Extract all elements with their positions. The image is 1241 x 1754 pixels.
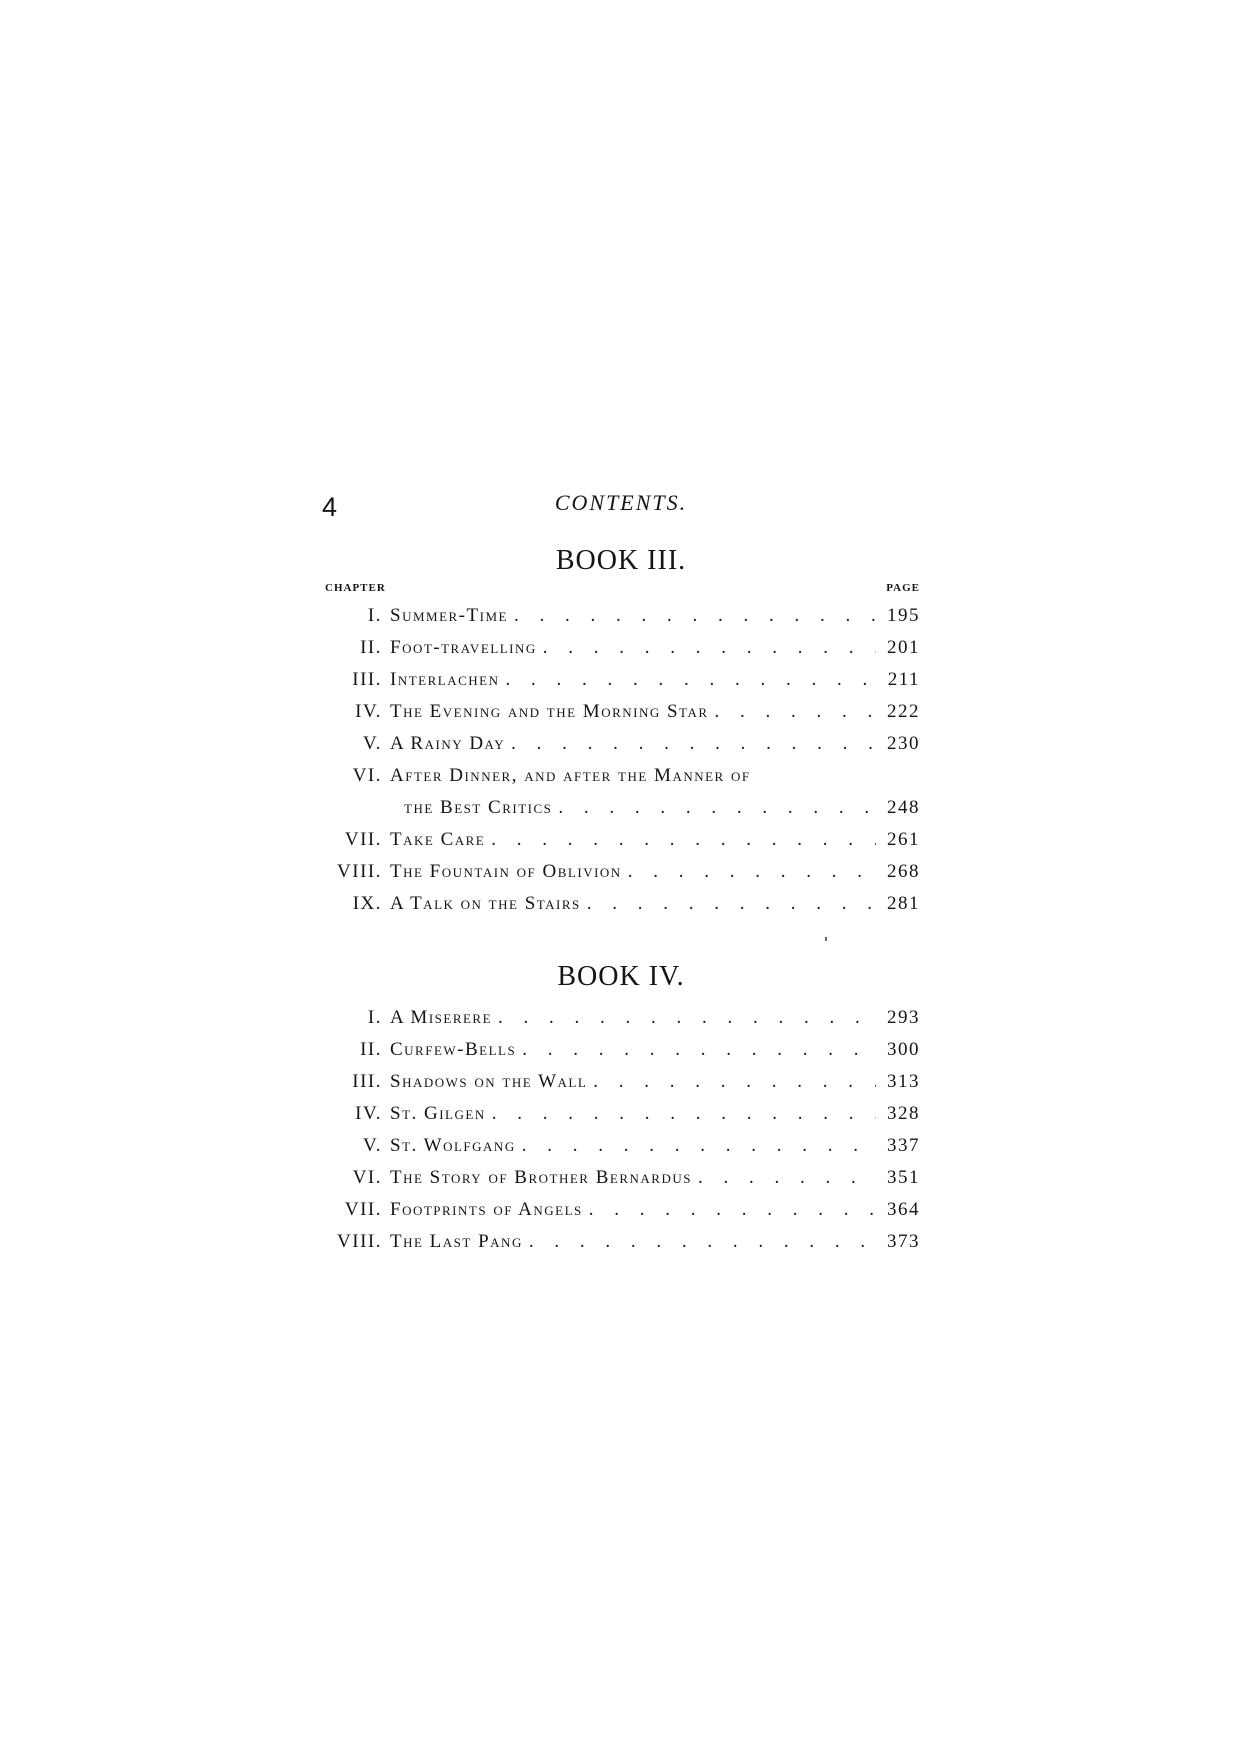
chapter-numeral: VII. bbox=[344, 1199, 382, 1220]
dot-leader bbox=[543, 632, 876, 664]
chapter-numeral: V. bbox=[362, 1135, 382, 1156]
chapter-numeral: VI. bbox=[352, 765, 382, 786]
chapter-title: Curfew-Bells bbox=[390, 1039, 517, 1060]
dot-leader bbox=[587, 888, 876, 920]
toc-entry bbox=[322, 824, 920, 856]
toc-entry bbox=[322, 760, 920, 792]
chapter-title: St. Wolfgang bbox=[390, 1135, 516, 1156]
chapter-title: The Story of Brother Bernardus bbox=[390, 1167, 692, 1188]
column-headers bbox=[322, 580, 920, 600]
chapter-page: 261 bbox=[887, 829, 920, 850]
chapter-column-label: CHAPTER bbox=[325, 582, 386, 594]
toc-entry bbox=[322, 1098, 920, 1130]
chapter-numeral: IV. bbox=[355, 701, 382, 722]
dot-leader bbox=[593, 1066, 876, 1098]
running-title: CONTENTS. bbox=[554, 490, 688, 515]
chapter-numeral: I. bbox=[367, 605, 382, 626]
chapter-title: The Last Pang bbox=[390, 1231, 523, 1252]
chapter-title: Interlachen bbox=[390, 669, 500, 690]
chapter-page: 222 bbox=[887, 701, 920, 722]
chapter-numeral: VI. bbox=[352, 1167, 382, 1188]
book3-chapter-list bbox=[322, 600, 920, 920]
toc-entry bbox=[322, 856, 920, 888]
chapter-numeral: VIII. bbox=[337, 1231, 382, 1252]
chapter-title: The Evening and the Morning Star bbox=[390, 701, 709, 722]
chapter-numeral: III. bbox=[352, 1071, 382, 1092]
dot-leader bbox=[529, 1226, 876, 1258]
toc-entry bbox=[322, 632, 920, 664]
dot-leader bbox=[628, 856, 876, 888]
chapter-title: After Dinner, and after the Manner of bbox=[390, 765, 751, 786]
chapter-page: 281 bbox=[887, 893, 920, 914]
toc-entry bbox=[322, 1066, 920, 1098]
dot-leader bbox=[522, 1130, 876, 1162]
chapter-page: 293 bbox=[887, 1007, 920, 1028]
chapter-page: 201 bbox=[887, 637, 920, 658]
dot-leader bbox=[511, 728, 876, 760]
book-heading: BOOK IV. bbox=[557, 961, 685, 992]
dot-leader bbox=[491, 824, 876, 856]
toc-entry-continuation bbox=[322, 792, 920, 824]
toc-entry bbox=[322, 1034, 920, 1066]
dot-leader bbox=[506, 664, 877, 696]
book-heading: BOOK III. bbox=[555, 545, 687, 576]
chapter-numeral: II. bbox=[360, 637, 382, 658]
toc-entry bbox=[322, 1194, 920, 1226]
chapter-title: Footprints of Angels bbox=[390, 1199, 583, 1220]
chapter-numeral: VII. bbox=[344, 829, 382, 850]
dot-leader bbox=[492, 1098, 876, 1130]
page-number: 4 bbox=[322, 492, 338, 522]
chapter-page: 268 bbox=[887, 861, 920, 882]
chapter-page: 195 bbox=[887, 605, 920, 626]
toc-entry bbox=[322, 728, 920, 760]
contents-page bbox=[322, 490, 920, 1258]
chapter-page: 328 bbox=[887, 1103, 920, 1124]
chapter-page: 364 bbox=[887, 1199, 920, 1220]
page-column-label: PAGE bbox=[886, 582, 920, 594]
toc-entry bbox=[322, 888, 920, 920]
toc-entry bbox=[322, 1002, 920, 1034]
running-head bbox=[322, 490, 920, 534]
toc-entry bbox=[322, 600, 920, 632]
toc-entry bbox=[322, 1226, 920, 1258]
chapter-title: Take Care bbox=[390, 829, 486, 850]
dot-leader bbox=[558, 792, 876, 824]
dot-leader bbox=[514, 600, 876, 632]
chapter-title-continuation: the Best Critics bbox=[404, 797, 553, 818]
chapter-title: A Talk on the Stairs bbox=[390, 893, 581, 914]
chapter-numeral: III. bbox=[352, 669, 382, 690]
chapter-page: 248 bbox=[887, 797, 920, 818]
chapter-page: 211 bbox=[887, 669, 920, 690]
dot-leader bbox=[698, 1162, 876, 1194]
toc-entry bbox=[322, 664, 920, 696]
chapter-page: 230 bbox=[887, 733, 920, 754]
chapter-title: St. Gilgen bbox=[390, 1103, 486, 1124]
book4-chapter-list bbox=[322, 1002, 920, 1258]
toc-entry bbox=[322, 696, 920, 728]
chapter-numeral: V. bbox=[362, 733, 382, 754]
toc-entry bbox=[322, 1162, 920, 1194]
chapter-page: 313 bbox=[887, 1071, 920, 1092]
dot-leader bbox=[589, 1194, 876, 1226]
print-speck bbox=[825, 937, 827, 941]
chapter-page: 373 bbox=[887, 1231, 920, 1252]
chapter-numeral: IV. bbox=[355, 1103, 382, 1124]
dot-leader bbox=[522, 1034, 876, 1066]
toc-entry bbox=[322, 1130, 920, 1162]
chapter-title: A Miserere bbox=[390, 1007, 493, 1028]
chapter-page: 337 bbox=[887, 1135, 920, 1156]
chapter-page: 351 bbox=[887, 1167, 920, 1188]
chapter-page: 300 bbox=[887, 1039, 920, 1060]
chapter-title: The Fountain of Oblivion bbox=[390, 861, 622, 882]
chapter-numeral: VIII. bbox=[337, 861, 382, 882]
chapter-numeral: II. bbox=[360, 1039, 382, 1060]
chapter-title: Foot-travelling bbox=[390, 637, 537, 658]
chapter-numeral: IX. bbox=[352, 893, 382, 914]
chapter-title: A Rainy Day bbox=[390, 733, 506, 754]
chapter-numeral: I. bbox=[367, 1007, 382, 1028]
chapter-title: Summer-Time bbox=[390, 605, 508, 626]
dot-leader bbox=[498, 1002, 876, 1034]
dot-leader bbox=[715, 696, 876, 728]
chapter-title: Shadows on the Wall bbox=[390, 1071, 588, 1092]
